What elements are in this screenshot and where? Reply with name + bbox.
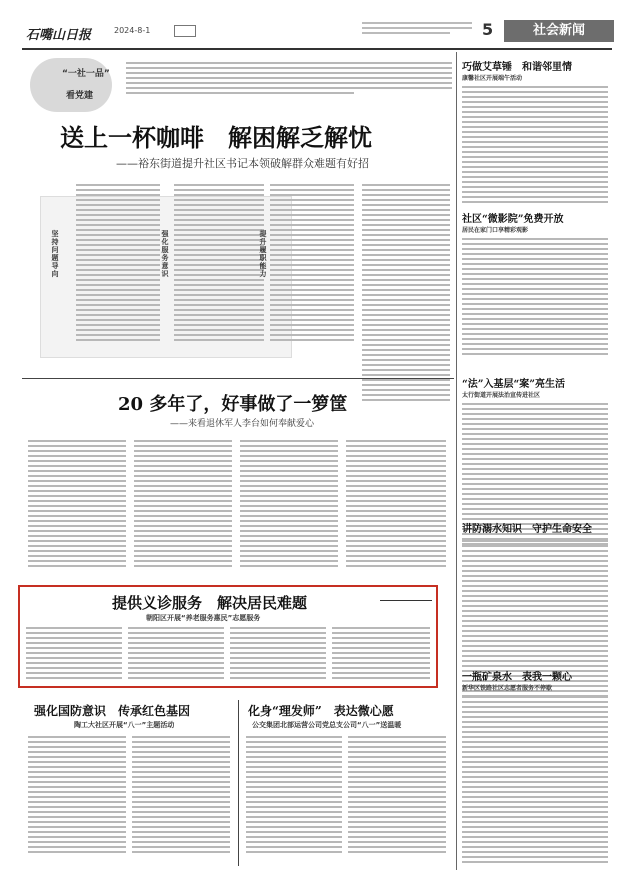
right-story-2-text [462, 238, 608, 358]
right-story-5-subheadline: 新华区铁路社区志愿者服务不停歇 [462, 685, 553, 692]
bottom-right-headline: 化身“理发师” 表达微心愿 [248, 704, 394, 718]
bottom-right-text-col2 [348, 736, 446, 856]
weekday-tag [174, 25, 196, 37]
main-text-col3 [270, 184, 354, 344]
right-story-5-text [462, 696, 608, 866]
right-story-1-text [462, 86, 608, 206]
second-text-col3 [240, 440, 338, 570]
bottom-left-subheadline: 陶工大社区开展“八一”主题活动 [74, 721, 175, 729]
right-column-rule [456, 52, 457, 870]
main-subheadline: ——裕东街道提升社区书记本领破解群众难题有好招 [116, 157, 369, 170]
boxed-text-col2 [128, 627, 224, 682]
bottom-left-text-col1 [28, 736, 126, 856]
page-number: 5 [482, 20, 494, 39]
column-intro-text [126, 62, 452, 110]
bottom-right-text-col1 [246, 736, 342, 856]
second-text-col2 [134, 440, 232, 570]
newspaper-masthead: 石嘴山日报 [26, 28, 92, 43]
main-text-col1 [76, 184, 160, 344]
main-text-col4 [362, 184, 450, 404]
boxed-text-col1 [26, 627, 122, 682]
side-label-3: 提升履职能力 [259, 230, 267, 278]
right-story-5-headline: 一瓶矿泉水 表我一颗心 [462, 672, 572, 683]
second-text-col1 [28, 440, 126, 570]
second-text-col4 [346, 440, 446, 570]
bottom-left-headline: 强化国防意识 传承红色基因 [34, 704, 191, 718]
right-story-1-subheadline: 康馨社区开展端午活动 [462, 75, 523, 82]
second-subheadline: ——来看退休军人李台如何奉献爱心 [170, 419, 315, 429]
right-story-3-headline: “法”入基层“案”亮生活 [462, 379, 566, 390]
bottom-column-rule [238, 700, 239, 866]
page-header [22, 18, 612, 50]
section-divider [22, 378, 454, 379]
boxed-text-col4 [332, 627, 430, 682]
side-label-1: 坚持问题导向 [51, 230, 59, 278]
right-story-2-headline: 社区“微影院”免费开放 [462, 214, 564, 225]
boxed-text-col3 [230, 627, 326, 682]
right-story-1-headline: 巧做艾草锤 和谐邻里情 [462, 62, 572, 73]
side-label-2: 强化服务意识 [161, 230, 169, 278]
issue-date: 2024-8-1 [114, 26, 151, 35]
editor-info [362, 22, 472, 34]
banner-tag-line2: 看党建 [66, 91, 94, 101]
right-story-3-subheadline: 太行街道开展法治宣传进社区 [462, 392, 541, 399]
boxed-headline-rule [380, 600, 432, 601]
second-headline: 20 多年了，好事做了一箩筐 [118, 394, 348, 415]
bottom-right-subheadline: 公交集团北部运营公司党总支公司“八一”送温暖 [252, 721, 402, 729]
section-title: 社会新闻 [504, 20, 614, 42]
right-story-2-subheadline: 居民在家门口享精彩观影 [462, 227, 529, 234]
banner-tag-line1: “一社一品” [62, 69, 110, 79]
bottom-left-text-col2 [132, 736, 230, 856]
boxed-headline: 提供义诊服务 解决居民难题 [112, 594, 308, 612]
boxed-subheadline: 朝阳区开展“养老服务惠民”志愿服务 [146, 614, 261, 622]
main-headline: 送上一杯咖啡 解困解乏解忧 [60, 123, 372, 152]
right-story-4-headline: 讲防溺水知识 守护生命安全 [462, 524, 592, 535]
main-text-col2 [174, 184, 264, 344]
